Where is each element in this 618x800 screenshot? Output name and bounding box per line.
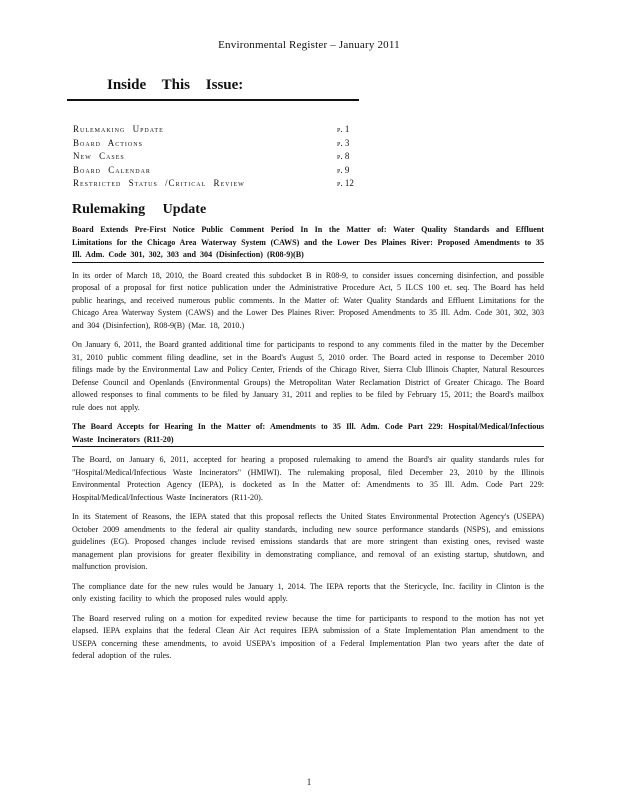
paragraph: The Board, on January 6, 2011, accepted for hearing a proposed rulemaking to amend the Board's air quality standards rules for "Hospital/Medical/Infectious Waste Incinerators" (HMIWI). The rulemaking proposal, filed December 23, 2010 by the Illinois Environmental Protection Agency (IEPA), is docketed as In the Matter of: Amendments to 35 Ill. Adm. Code Part 229: Hospital/Medical/Infectious Waste Incinerators (R11-20). — [72, 455, 544, 502]
paragraph: The compliance date for the new rules would be January 1, 2014. The IEPA reports that the Stericycle, Inc. facility in Clinton is the only existing facility to which the proposed rules would apply. — [72, 581, 544, 603]
paragraph: In its Statement of Reasons, the IEPA stated that this proposal reflects the United States Environmental Protection Agency's (USEPA) October 2009 amendments to the federal air quality standards, including new source performance standards (NSPS), and emissions guidelines (EG). Proposed changes include revised emissions standards that are more stringent than existing ones, revised waste management plan provisions for greater flexibility in demonstrating compliance, and removal of an existing startup, shutdown, and malfunction provision. — [72, 512, 544, 571]
toc-row — [73, 177, 363, 191]
toc-label: Board Calendar — [73, 164, 151, 175]
section-title: Rulemaking Update — [72, 202, 207, 217]
title-rule — [67, 99, 359, 101]
toc-label: Board Actions — [73, 137, 143, 148]
toc-row — [73, 164, 363, 178]
toc-row — [73, 123, 363, 137]
paragraph: In its order of March 18, 2010, the Board created this subdocket B in R08-9, to consider issues concerning disinfection, and possible proposal of a proposal for first notice publication under the Administrative Procedure Act, 5 ILCS 100 et. seq. The Board has held public hearings, and received numerous public comments. In the Matter of: Water Quality Standards and Effluent Limitations for the Chicago Area Waterway System (CAWS) and the Lower Des Plaines River: Proposed Amendments to 35 Ill. Adm. Code 301, 302, 303 and 304 (Disinfection), R08-9(B) (Mar. 18, 2010.) — [72, 270, 544, 330]
article-body — [72, 224, 544, 670]
table-of-contents — [73, 123, 363, 191]
toc-page: p. 12 — [337, 178, 354, 189]
paragraph: On January 6, 2011, the Board granted additional time for participants to respond to any comments filed in the matter by the December 31, 2010 public comment filing deadline, set in the Board's August 5, 2010 order. The Board acted in response to December 2010 filings made by the Environmental Law and Policy Center, Friends of the Chicago River, Sierra Club Illinois Chapter, Natural Resources Defense Council and Openlands (Environmental Groups) the Metropolitan Water Reclamation District of Greater Chicago. The Board allowed responses to final comments to be filed by January 31, 2011 and replies to be filed by February 15, 2011; the Board's mailbox rule does not apply. — [72, 340, 544, 412]
toc-row — [73, 137, 363, 151]
toc-row — [73, 150, 363, 164]
toc-label: New Cases — [73, 151, 125, 162]
toc-page: p. 3 — [337, 137, 350, 148]
toc-page: p. 9 — [337, 164, 350, 175]
page-number: 1 — [306, 777, 312, 787]
toc-label: Restricted Status /Critical Review — [73, 178, 245, 189]
paragraph: The Board reserved ruling on a motion for expedited review because the time for participants to respond to the motion has not yet elapsed. IEPA explains that the federal Clean Air Act requires IEPA submission of a State Implementation Plan amendment to the USEPA concerning these amendments, to avoid USEPA's imposition of a Federal Implementation Plan two years after the date of federal adoption of the rules. — [72, 613, 544, 660]
inside-this-issue-title: Inside This Issue: — [107, 77, 244, 93]
toc-page: p. 8 — [337, 151, 350, 162]
toc-label: Rulemaking Update — [73, 124, 164, 134]
running-header: Environmental Register – January 2011 — [218, 39, 400, 51]
article-heading: Board Extends Pre-First Notice Public Comment Period In In the Matter of: Water Quality Standards and Effluent Limitations for the Chicago Area Waterway System (CAWS) and the Lower Des Plaines River: Proposed Amendments to 35 Ill. Adm. Code 301, 302, 303 and 304 (Disinfection) (R08-9)(B) — [72, 224, 544, 263]
toc-page: p. 1 — [337, 124, 350, 134]
article-heading: The Board Accepts for Hearing In the Matter of: Amendments to 35 Ill. Adm. Code Part 229: Hospital/Medical/Infectious Waste Incinerators (R11-20) — [72, 421, 544, 447]
